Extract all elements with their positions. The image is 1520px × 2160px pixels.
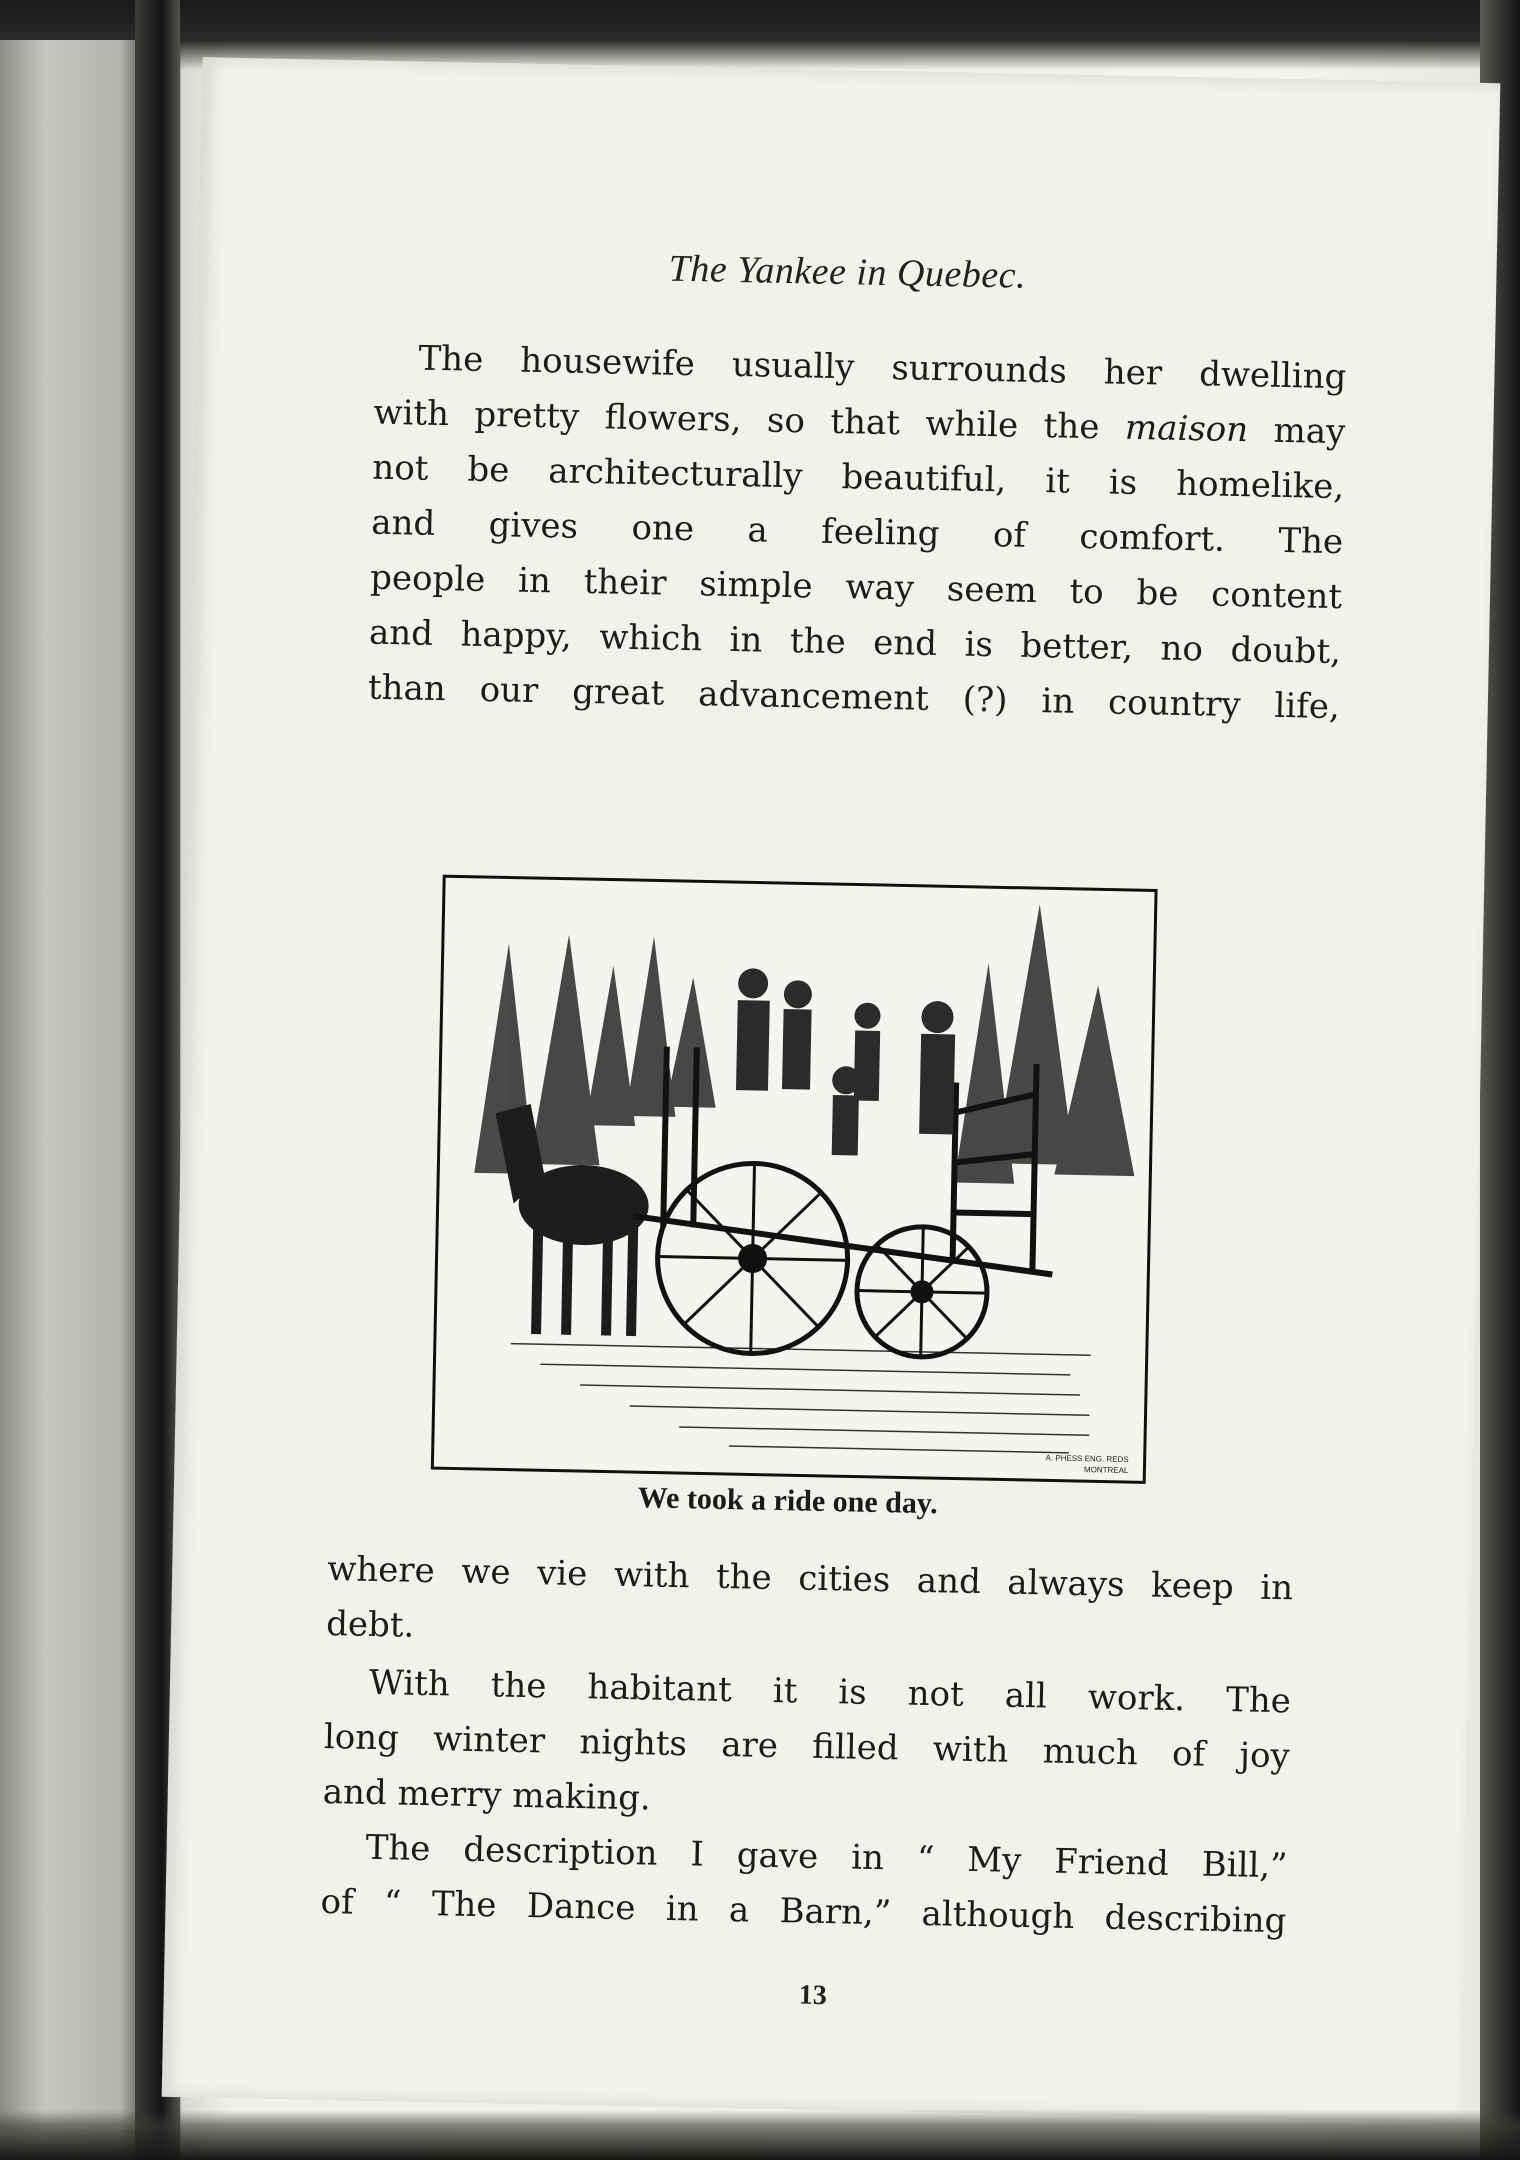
paragraph-line: where we vie with the cities and always keep in: [326, 1548, 1294, 1609]
paragraph-line: The housewife usually surrounds her dwelling: [418, 338, 1347, 398]
italic-word-maison: maison: [1124, 407, 1249, 451]
paragraph-line: long winter nights are filled with much of joy: [323, 1716, 1291, 1777]
paragraph-line: than our great advancement (?) in country life,: [367, 667, 1341, 728]
engraver-mark-line-1: A. PHESS ENG. REDS: [1045, 1453, 1129, 1465]
paragraph-line: with pretty flowers, so that while the maison may: [373, 392, 1346, 453]
paragraph-line: and happy, which in the end is better, no doubt,: [368, 612, 1342, 673]
paragraph-3: [322, 1655, 1291, 1839]
paragraph-2: [326, 1542, 1294, 1671]
paragraph-line: not be architecturally beautiful, it is homelike,: [371, 447, 1345, 508]
bottom-edge-shadow: [0, 2110, 1520, 2160]
paragraph-line: With the habitant it is not all work. The: [368, 1662, 1292, 1722]
left-cover-board: [0, 40, 150, 2130]
paragraph-line: of “ The Dance in a Barn,” although describing: [320, 1881, 1287, 1942]
paragraph-1: [367, 331, 1347, 735]
paragraph-4: [320, 1820, 1288, 1949]
figure-caption: We took a ride one day.: [637, 1481, 939, 1521]
paragraph-line: The description I gave in “ My Friend Bill,”: [365, 1827, 1288, 1887]
engraving-cart-ride: [428, 872, 1160, 1486]
illustration-cart-ride: [427, 872, 1160, 1556]
paragraph-line: and merry making.: [322, 1771, 652, 1819]
book-page: [162, 57, 1501, 2123]
engraver-mark-line-2: MONTREAL: [1083, 1465, 1129, 1476]
paragraph-line: people in their simple way seem to be content: [369, 557, 1343, 618]
paragraph-line: and gives one a feeling of comfort. The: [370, 502, 1344, 563]
running-head: The Yankee in Quebec.: [668, 247, 1027, 297]
paragraph-line: debt.: [325, 1603, 415, 1646]
page-number: 13: [798, 1979, 828, 2012]
